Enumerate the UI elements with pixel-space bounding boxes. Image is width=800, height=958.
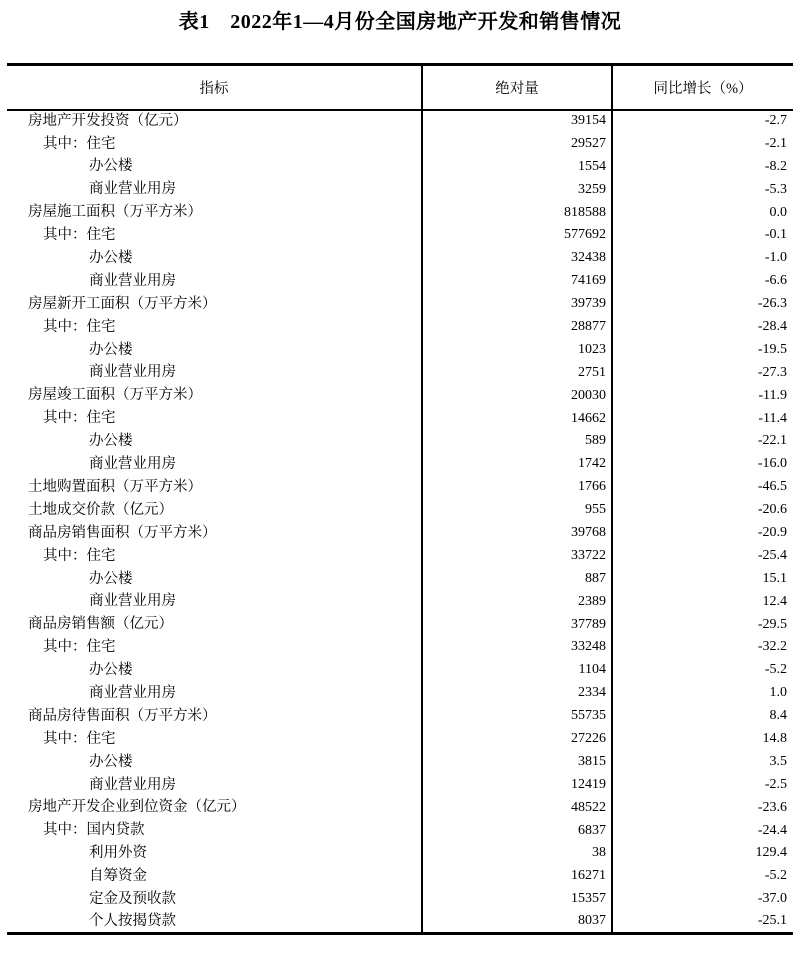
absolute-value-cell: 48522 <box>422 796 612 819</box>
absolute-value-cell: 20030 <box>422 384 612 407</box>
absolute-value-cell: 37789 <box>422 613 612 636</box>
indicator-cell: 办公楼 <box>7 430 422 453</box>
indicator-cell: 商业营业用房 <box>7 270 422 293</box>
absolute-value-cell: 74169 <box>422 270 612 293</box>
growth-cell: -27.3 <box>757 364 787 380</box>
indicator-cell: 房屋竣工面积（万平方米） <box>7 384 422 407</box>
growth-cell: -8.2 <box>764 158 787 174</box>
table-row <box>7 682 793 705</box>
table-row <box>7 819 793 842</box>
indicator-cell: 房地产开发企业到位资金（亿元） <box>7 796 422 819</box>
table-row <box>7 499 793 522</box>
absolute-value-cell: 2334 <box>422 682 612 705</box>
column-header-indicator: 指标 <box>7 65 422 110</box>
absolute-value-cell: 39768 <box>422 522 612 545</box>
absolute-value-cell: 28877 <box>422 316 612 339</box>
growth-cell: -29.5 <box>757 616 787 632</box>
table-row <box>7 750 793 773</box>
growth-cell: -1.0 <box>764 250 787 266</box>
growth-cell: -20.6 <box>757 502 787 518</box>
growth-cell: -2.5 <box>764 776 787 792</box>
growth-cell: -20.9 <box>757 524 787 540</box>
growth-cell: 3.5 <box>769 753 787 769</box>
growth-cell: -11.4 <box>758 410 787 426</box>
indicator-cell: 利用外资 <box>7 842 422 865</box>
growth-cell: -37.0 <box>757 891 787 907</box>
table-row <box>7 476 793 499</box>
absolute-value-cell: 8037 <box>422 911 612 934</box>
indicator-cell: 商业营业用房 <box>7 590 422 613</box>
table-row <box>7 590 793 613</box>
growth-cell: 8.4 <box>769 708 787 724</box>
growth-cell: -11.9 <box>758 387 787 403</box>
growth-cell: 0.0 <box>769 204 787 220</box>
growth-cell: 1.0 <box>769 685 787 701</box>
absolute-value-cell: 1766 <box>422 476 612 499</box>
absolute-value-cell: 12419 <box>422 773 612 796</box>
table-row <box>7 522 793 545</box>
absolute-value-cell: 39154 <box>422 110 612 133</box>
indicator-cell: 商业营业用房 <box>7 453 422 476</box>
table-row <box>7 270 793 293</box>
table-body <box>7 110 793 934</box>
indicator-cell: 其中：住宅 <box>7 132 422 155</box>
table-row <box>7 728 793 751</box>
absolute-value-cell: 1742 <box>422 453 612 476</box>
indicator-cell: 其中：住宅 <box>7 224 422 247</box>
absolute-value-cell: 887 <box>422 567 612 590</box>
table-row <box>7 430 793 453</box>
column-header-absolute-value: 绝对量 <box>422 65 612 110</box>
indicator-cell: 房屋新开工面积（万平方米） <box>7 293 422 316</box>
table-row <box>7 773 793 796</box>
growth-cell: -32.2 <box>757 639 787 655</box>
growth-cell: -2.7 <box>764 113 787 129</box>
growth-cell: -5.2 <box>764 868 787 884</box>
absolute-value-cell: 577692 <box>422 224 612 247</box>
indicator-cell: 其中：住宅 <box>7 636 422 659</box>
table-row <box>7 705 793 728</box>
indicator-cell: 办公楼 <box>7 750 422 773</box>
absolute-value-cell: 2751 <box>422 361 612 384</box>
table-row <box>7 796 793 819</box>
table-row <box>7 888 793 911</box>
growth-cell: -19.5 <box>757 341 787 357</box>
table-row <box>7 247 793 270</box>
growth-cell: 15.1 <box>762 570 787 586</box>
growth-cell: -6.6 <box>764 273 787 289</box>
indicator-cell: 商品房销售额（亿元） <box>7 613 422 636</box>
indicator-cell: 房地产开发投资（亿元） <box>7 110 422 133</box>
header-row <box>7 65 793 110</box>
growth-cell: -25.1 <box>757 913 787 929</box>
table-row <box>7 110 793 133</box>
indicator-cell: 其中：住宅 <box>7 407 422 430</box>
absolute-value-cell: 818588 <box>422 201 612 224</box>
indicator-cell: 土地购置面积（万平方米） <box>7 476 422 499</box>
indicator-cell: 商业营业用房 <box>7 361 422 384</box>
absolute-value-cell: 29527 <box>422 132 612 155</box>
absolute-value-cell: 6837 <box>422 819 612 842</box>
table-row <box>7 201 793 224</box>
indicator-cell: 办公楼 <box>7 659 422 682</box>
absolute-value-cell: 33722 <box>422 544 612 567</box>
table-row <box>7 636 793 659</box>
indicator-cell: 商业营业用房 <box>7 773 422 796</box>
table-row <box>7 544 793 567</box>
absolute-value-cell: 38 <box>422 842 612 865</box>
indicator-cell: 其中：国内贷款 <box>7 819 422 842</box>
indicator-cell: 商品房销售面积（万平方米） <box>7 522 422 545</box>
indicator-cell: 商业营业用房 <box>7 682 422 705</box>
growth-cell: -23.6 <box>757 799 787 815</box>
table-row <box>7 132 793 155</box>
table-row <box>7 178 793 201</box>
absolute-value-cell: 1554 <box>422 155 612 178</box>
absolute-value-cell: 3815 <box>422 750 612 773</box>
absolute-value-cell: 955 <box>422 499 612 522</box>
column-header-yoy-growth: 同比增长（%） <box>612 65 793 110</box>
indicator-cell: 自筹资金 <box>7 865 422 888</box>
page-title: 表1 2022年1—4月份全国房地产开发和销售情况 <box>178 11 622 33</box>
absolute-value-cell: 15357 <box>422 888 612 911</box>
table-row <box>7 361 793 384</box>
absolute-value-cell: 32438 <box>422 247 612 270</box>
indicator-cell: 办公楼 <box>7 338 422 361</box>
growth-cell: 12.4 <box>762 593 787 609</box>
statistics-table <box>7 63 793 935</box>
growth-cell: -46.5 <box>757 479 787 495</box>
indicator-cell: 其中：住宅 <box>7 316 422 339</box>
table-row <box>7 384 793 407</box>
absolute-value-cell: 589 <box>422 430 612 453</box>
growth-cell: -0.1 <box>764 227 787 243</box>
growth-cell: -24.4 <box>757 822 787 838</box>
absolute-value-cell: 16271 <box>422 865 612 888</box>
indicator-cell: 办公楼 <box>7 247 422 270</box>
growth-cell: -16.0 <box>757 456 787 472</box>
growth-cell: -2.1 <box>764 135 787 151</box>
indicator-cell: 定金及预收款 <box>7 888 422 911</box>
table-row <box>7 842 793 865</box>
table-row <box>7 224 793 247</box>
absolute-value-cell: 1104 <box>422 659 612 682</box>
indicator-cell: 其中：住宅 <box>7 728 422 751</box>
indicator-cell: 土地成交价款（亿元） <box>7 499 422 522</box>
indicator-cell: 个人按揭贷款 <box>7 911 422 934</box>
growth-cell: -25.4 <box>757 547 787 563</box>
growth-cell: 14.8 <box>762 730 787 746</box>
absolute-value-cell: 27226 <box>422 728 612 751</box>
indicator-cell: 办公楼 <box>7 155 422 178</box>
table-row <box>7 407 793 430</box>
indicator-cell: 房屋施工面积（万平方米） <box>7 201 422 224</box>
indicator-cell: 商业营业用房 <box>7 178 422 201</box>
table-row <box>7 659 793 682</box>
absolute-value-cell: 33248 <box>422 636 612 659</box>
table-row <box>7 911 793 934</box>
growth-cell: -22.1 <box>757 433 787 449</box>
indicator-cell: 商品房待售面积（万平方米） <box>7 705 422 728</box>
table-row <box>7 316 793 339</box>
table-row <box>7 155 793 178</box>
absolute-value-cell: 3259 <box>422 178 612 201</box>
absolute-value-cell: 55735 <box>422 705 612 728</box>
growth-cell: -5.3 <box>764 181 787 197</box>
absolute-value-cell: 2389 <box>422 590 612 613</box>
growth-cell: 129.4 <box>755 845 787 861</box>
table-row <box>7 453 793 476</box>
table-row <box>7 293 793 316</box>
absolute-value-cell: 39739 <box>422 293 612 316</box>
table-row <box>7 865 793 888</box>
absolute-value-cell: 1023 <box>422 338 612 361</box>
indicator-cell: 其中：住宅 <box>7 544 422 567</box>
growth-cell: -28.4 <box>757 318 787 334</box>
table-row <box>7 567 793 590</box>
indicator-cell: 办公楼 <box>7 567 422 590</box>
absolute-value-cell: 14662 <box>422 407 612 430</box>
table-row <box>7 613 793 636</box>
table-row <box>7 338 793 361</box>
growth-cell: -26.3 <box>757 296 787 312</box>
growth-cell: -5.2 <box>764 662 787 678</box>
